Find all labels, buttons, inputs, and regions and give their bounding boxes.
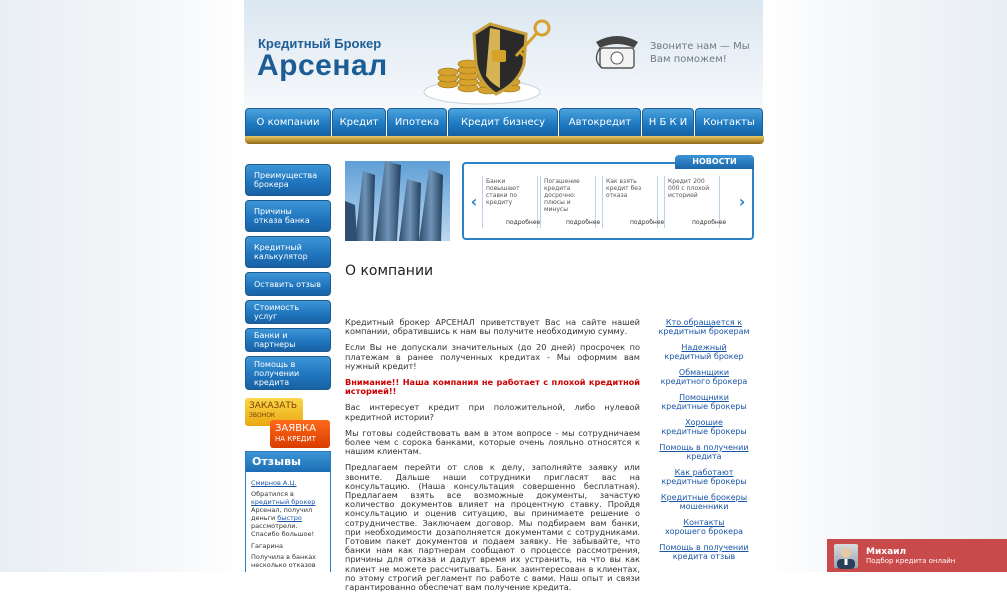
page-side-left bbox=[0, 0, 244, 572]
review-text: Получила в банках несколько отказов bbox=[251, 553, 317, 569]
related-link[interactable] bbox=[658, 318, 750, 336]
review-text bbox=[251, 490, 325, 538]
order-call-line1: ЗАКАЗАТЬ bbox=[249, 401, 298, 411]
chat-agent-name: Михаил bbox=[866, 546, 907, 557]
top-navigation bbox=[245, 108, 764, 136]
online-chat-widget[interactable] bbox=[827, 539, 1007, 572]
left-menu-item-leave-review[interactable]: Оставить отзыв bbox=[245, 272, 331, 296]
news-tag: НОВОСТИ bbox=[675, 155, 754, 169]
related-link-line2: хорошего брокера bbox=[664, 527, 744, 536]
left-menu-item-refusal-reasons[interactable]: Причины отказа банка bbox=[245, 200, 331, 232]
chevron-right-icon[interactable]: › bbox=[738, 192, 746, 211]
related-link[interactable] bbox=[658, 343, 750, 361]
related-link-line2: мошенники bbox=[679, 502, 729, 511]
nav-business-credit[interactable]: Кредит бизнесу bbox=[448, 108, 558, 136]
review-text-part: рассмотрели. Спасибо большое! bbox=[251, 522, 315, 538]
related-link-line1[interactable]: Надежный bbox=[681, 343, 727, 352]
related-link-line1[interactable]: Помощь в получении bbox=[659, 443, 749, 452]
related-link-line1[interactable]: Хорошие bbox=[685, 418, 723, 427]
related-link-line1[interactable]: Кредитные брокеры bbox=[660, 493, 748, 502]
review-link[interactable]: быстро bbox=[277, 514, 302, 522]
application-line2: НА КРЕДИТ bbox=[275, 435, 316, 443]
nav-autocredit[interactable]: Автокредит bbox=[559, 108, 641, 136]
nav-contacts[interactable]: Контакты bbox=[695, 108, 763, 136]
news-more-link[interactable]: подробнее bbox=[566, 219, 601, 226]
related-link-line2: кредита отзыв bbox=[672, 552, 736, 561]
related-link[interactable] bbox=[658, 368, 750, 386]
news-item-text: Кредит 200 000 с плохой историей bbox=[668, 178, 710, 199]
related-link-line2: кредитные брокеры bbox=[661, 427, 747, 436]
review-author: Гагарина bbox=[251, 542, 283, 550]
left-menu-item-prices[interactable]: Стоимость услуг bbox=[245, 300, 331, 324]
article-paragraph: Мы готовы содействовать вам в этом вопросе - мы сотрудничаем более чем с сорока банками, которые очень лояльно относятся к нашим клиентам. bbox=[345, 427, 640, 457]
left-menu-item-credit-help[interactable]: Помощь в получении кредита bbox=[245, 356, 331, 390]
news-more-link[interactable]: подробнее bbox=[506, 219, 541, 226]
nav-about[interactable]: О компании bbox=[245, 108, 331, 136]
logo-subtitle[interactable]: Кредитный Брокер bbox=[258, 36, 382, 51]
related-link[interactable] bbox=[658, 393, 750, 411]
credit-application-button[interactable] bbox=[270, 420, 330, 448]
page-side-right bbox=[763, 0, 1007, 572]
related-link-line2: кредитные брокеры bbox=[661, 477, 747, 486]
shield-coins-icon bbox=[420, 14, 560, 106]
related-link-line1[interactable]: Обманщики bbox=[678, 368, 730, 377]
related-link-line1[interactable]: Контакты bbox=[683, 518, 725, 527]
news-item-text: Как взять кредит без отказа bbox=[606, 178, 642, 199]
related-link-line1[interactable]: Как работают bbox=[674, 468, 734, 477]
related-link[interactable] bbox=[658, 418, 750, 436]
news-more-link[interactable]: подробнее bbox=[630, 219, 665, 226]
news-more-link[interactable]: подробнее bbox=[692, 219, 727, 226]
reviews-panel bbox=[245, 451, 331, 572]
avatar bbox=[834, 544, 858, 568]
related-link[interactable] bbox=[658, 543, 750, 561]
related-link-line2: кредитного брокера bbox=[660, 377, 748, 386]
related-link-line1[interactable]: Помощь в получении bbox=[659, 543, 749, 552]
nav-gold-underline bbox=[245, 136, 764, 144]
nav-mortgage[interactable]: Ипотека bbox=[387, 108, 447, 136]
related-links bbox=[658, 318, 750, 568]
review-text-part: Арсенал, получил деньги bbox=[251, 506, 313, 522]
related-link[interactable] bbox=[658, 468, 750, 486]
left-menu bbox=[245, 164, 331, 394]
news-item-text: Банки повышают ставки по кредиту bbox=[486, 178, 520, 206]
chat-agent-status: Подбор кредита онлайн bbox=[866, 556, 956, 565]
left-menu-item-banks-partners[interactable]: Банки и партнеры bbox=[245, 328, 331, 352]
nav-credit[interactable]: Кредит bbox=[332, 108, 386, 136]
telephone-icon bbox=[592, 30, 642, 72]
chevron-left-icon[interactable]: ‹ bbox=[470, 192, 478, 211]
logo-title[interactable]: Арсенал bbox=[257, 49, 388, 82]
left-menu-item-advantages[interactable]: Преимущества брокера bbox=[245, 164, 331, 196]
related-link-line2: кредитный брокер bbox=[664, 352, 744, 361]
related-link[interactable] bbox=[658, 518, 750, 536]
call-us-text: Звоните нам — Мы Вам поможем! bbox=[650, 41, 750, 65]
related-link[interactable] bbox=[658, 493, 750, 511]
review-author[interactable]: Смирнов А.Ц. bbox=[251, 479, 297, 487]
nav-nbki[interactable]: Н Б К И bbox=[642, 108, 694, 136]
review-link[interactable]: кредитный брокер bbox=[251, 498, 316, 506]
order-call-line2: ЗВОНОК bbox=[249, 412, 276, 419]
article-paragraph: Вас интересует кредит при положительной, либо нулевой кредитной истории? bbox=[345, 402, 640, 422]
article-warning: Внимание!! Наша компания не работает с плохой кредитной историей!! bbox=[345, 377, 640, 397]
page-title: О компании bbox=[345, 263, 434, 279]
related-link-line1[interactable]: Помощники bbox=[679, 393, 729, 402]
article-paragraph: Предлагаем перейти от слов к делу, заполняйте заявку или звоните. Дальше наши сотрудники пригласят вас на консультацию. (Наша консультация совершенно бесплатная). Предлагаем взять все возможные документы, зачастую количество документов влияет на процентную ставку. Пройдя консультацию и оценив ситуацию, вы принимаете решение о сотрудничестве. Заключаем договор. Мы подбираем вам банки, при необходимости дозаполняется документами с сотрудниками. Готовим пакет документов и подаем заявку. Не забывайте, что банки нам как партнерам сообщают о процессе рассмотрения, причины для отказа и дадут время их устранить, на что вы как клиент не можете рассчитывать. Банк заинтересован в клиентах, по этому строгий регламент по работе с вами. Наш опыт и связи гарантированно обеспечат вам получение кредита. bbox=[345, 462, 640, 592]
related-link-line2: кредита bbox=[686, 452, 722, 461]
article-paragraph: Если Вы не допускали значительных (до 20 дней) просрочек по платежам в ранее полученных кредитах - Мы оформим вам нужный кредит! bbox=[345, 342, 640, 371]
review-text-part: Обратился в bbox=[251, 490, 294, 498]
article-paragraph: Кредитный брокер АРСЕНАЛ приветствует Вас на сайте нашей компании, обратившись к нам вы получите необходимую сумму. bbox=[345, 317, 640, 337]
related-link-line2: кредитные брокеры bbox=[661, 402, 747, 411]
news-item-text: Погашение кредита досрочно: плюсы и минусы bbox=[544, 178, 580, 213]
related-link-line1[interactable]: Кто обращается к bbox=[665, 318, 743, 327]
left-menu-item-calculator[interactable]: Кредитный калькулятор bbox=[245, 236, 331, 268]
city-skyscrapers-image bbox=[345, 161, 450, 241]
person-icon bbox=[834, 544, 858, 568]
reviews-title: Отзывы bbox=[246, 452, 330, 472]
article-body bbox=[345, 317, 640, 592]
application-line1: ЗАЯВКА bbox=[275, 423, 317, 434]
related-link[interactable] bbox=[658, 443, 750, 461]
related-link-line2: кредитным брокерам bbox=[658, 327, 750, 336]
